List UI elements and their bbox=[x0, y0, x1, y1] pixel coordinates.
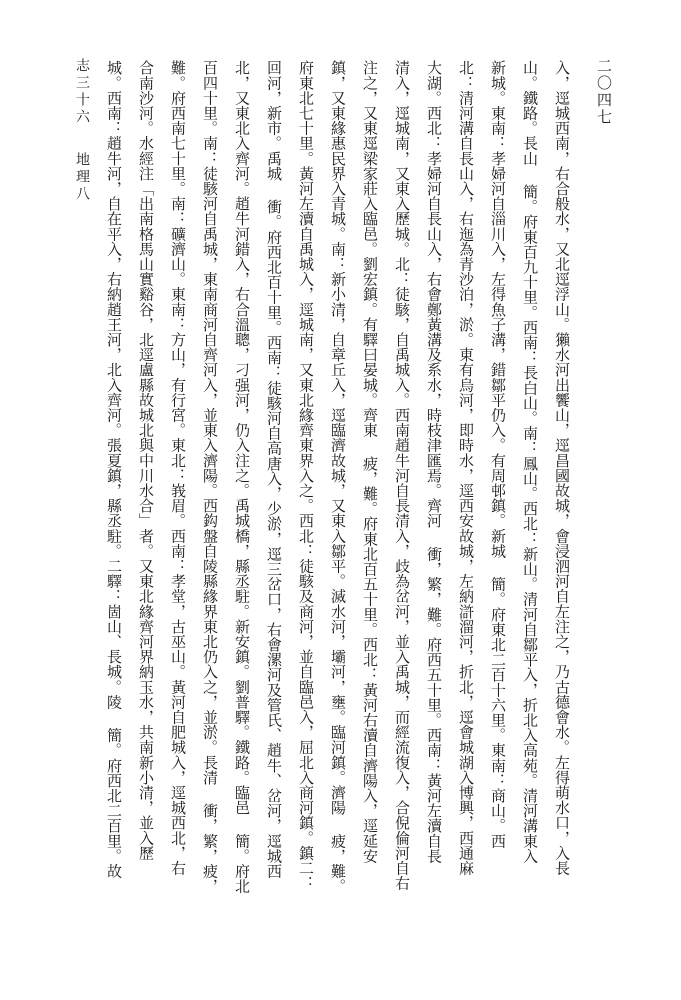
running-header-chapter: 地理八 bbox=[74, 152, 90, 203]
text-column: 北，又東北入齊河。趙牛河錯入，右合溫聰，刁强河，仍入注之。禹城橋，縣丞駐。新安鎮。劉普驛。鐵路。臨邑 簡。府北 bbox=[233, 60, 251, 894]
text-column: 北：清河溝自長山入，右迤為青沙泊，淤。東有烏河，即時水，逕西安故城，左納滸溜河，折北，逕會城湖入博興，西通麻 bbox=[457, 60, 475, 876]
text-column: 城。西南：趙牛河，自在平入，右納趙王河，北入齊河。張夏鎮，縣丞駐。二驛：崮山、長城。陵 簡。府西北二百里。故 bbox=[105, 60, 123, 879]
text-column: 新城。東南：孝婦河自淄川入，左得魚子溝，錯鄒平仍入。有周邨鎮。新城 簡。府東北二百十六里。東南：商山。西 bbox=[489, 60, 507, 849]
text-column: 注之，又東逕梁家莊入臨邑。劉宏鎮。有驛曰晏城。齊東 疲，難。府東北百五十里。西北：黃河右瀆自濟陽入，逕延安 bbox=[361, 60, 379, 864]
text-column: 府東北七十里。黃河左瀆自禹城入，逕城南，又東北緣齊東界入之。西北：徒駭及商河，並自臨邑入，屈北入商河鎮。鎮二： bbox=[297, 60, 315, 891]
text-column: 鎮，又東緣惠民界入青城。南：新小清，自章丘入，逕臨濟故城，又東入鄒平。滅水河，壩河，壅。臨河鎮。濟陽 疲，難。 bbox=[329, 60, 347, 894]
text-column: 百四十里。南：徒駭河自禹城，東南商河自齊河入，並東入濟陽。西鈎盤自陵縣緣界東北仍入之，並淤。長清 衝，繁，疲， bbox=[201, 60, 219, 894]
text-column: 清入，逕城南，又東入歷城。北：徒駭，自禹城入。西南趙牛河自長清入，歧為岔河，並入禹城，而經流復入，合倪倫河自右 bbox=[393, 60, 411, 891]
text-column: 難。府西南七十里。南：礦濟山。東南：方山，有行宮。東北：峩眉。西南：孝堂，古巫山。黃河自肥城入，逕城西北，右 bbox=[169, 60, 187, 876]
page-number: 二〇四七 bbox=[595, 58, 613, 126]
running-header-section: 志三十六 bbox=[74, 58, 90, 126]
text-column: 合南沙河。水經注「出南格馬山實谿谷，北逕盧縣故城北與中川水合」者。又東北緣齊河界納玉水，共南新小清，並入歷 bbox=[137, 60, 155, 861]
running-header bbox=[72, 58, 92, 203]
text-column: 大湖。西北：孝婦河自長山入，右會鄭黃溝及系水，時枝津匯焉。齊河 衝，繁，難。府西五十里。西南：黃河左瀆自長 bbox=[425, 60, 443, 864]
text-column: 回河，新市。禹城 衝。府西北百十里。西南：徒駭河自高唐入，少淤，逕三岔口，右會漯河及管氏、趙牛、岔河，逕城西 bbox=[265, 60, 283, 879]
text-column: 山。鐵路。長山 簡。府東百九十里。西南：長白山。南：鳳山。西北：新山。清河自鄒平入，折北入高苑。清河溝東入 bbox=[521, 60, 539, 864]
text-column: 入，逕城西南，右合般水，又北逕浮山。獺水河出饗山，逕昌國故城，會浸泗河自左注之，乃古德會水。左得萌水口，入長 bbox=[553, 60, 571, 876]
